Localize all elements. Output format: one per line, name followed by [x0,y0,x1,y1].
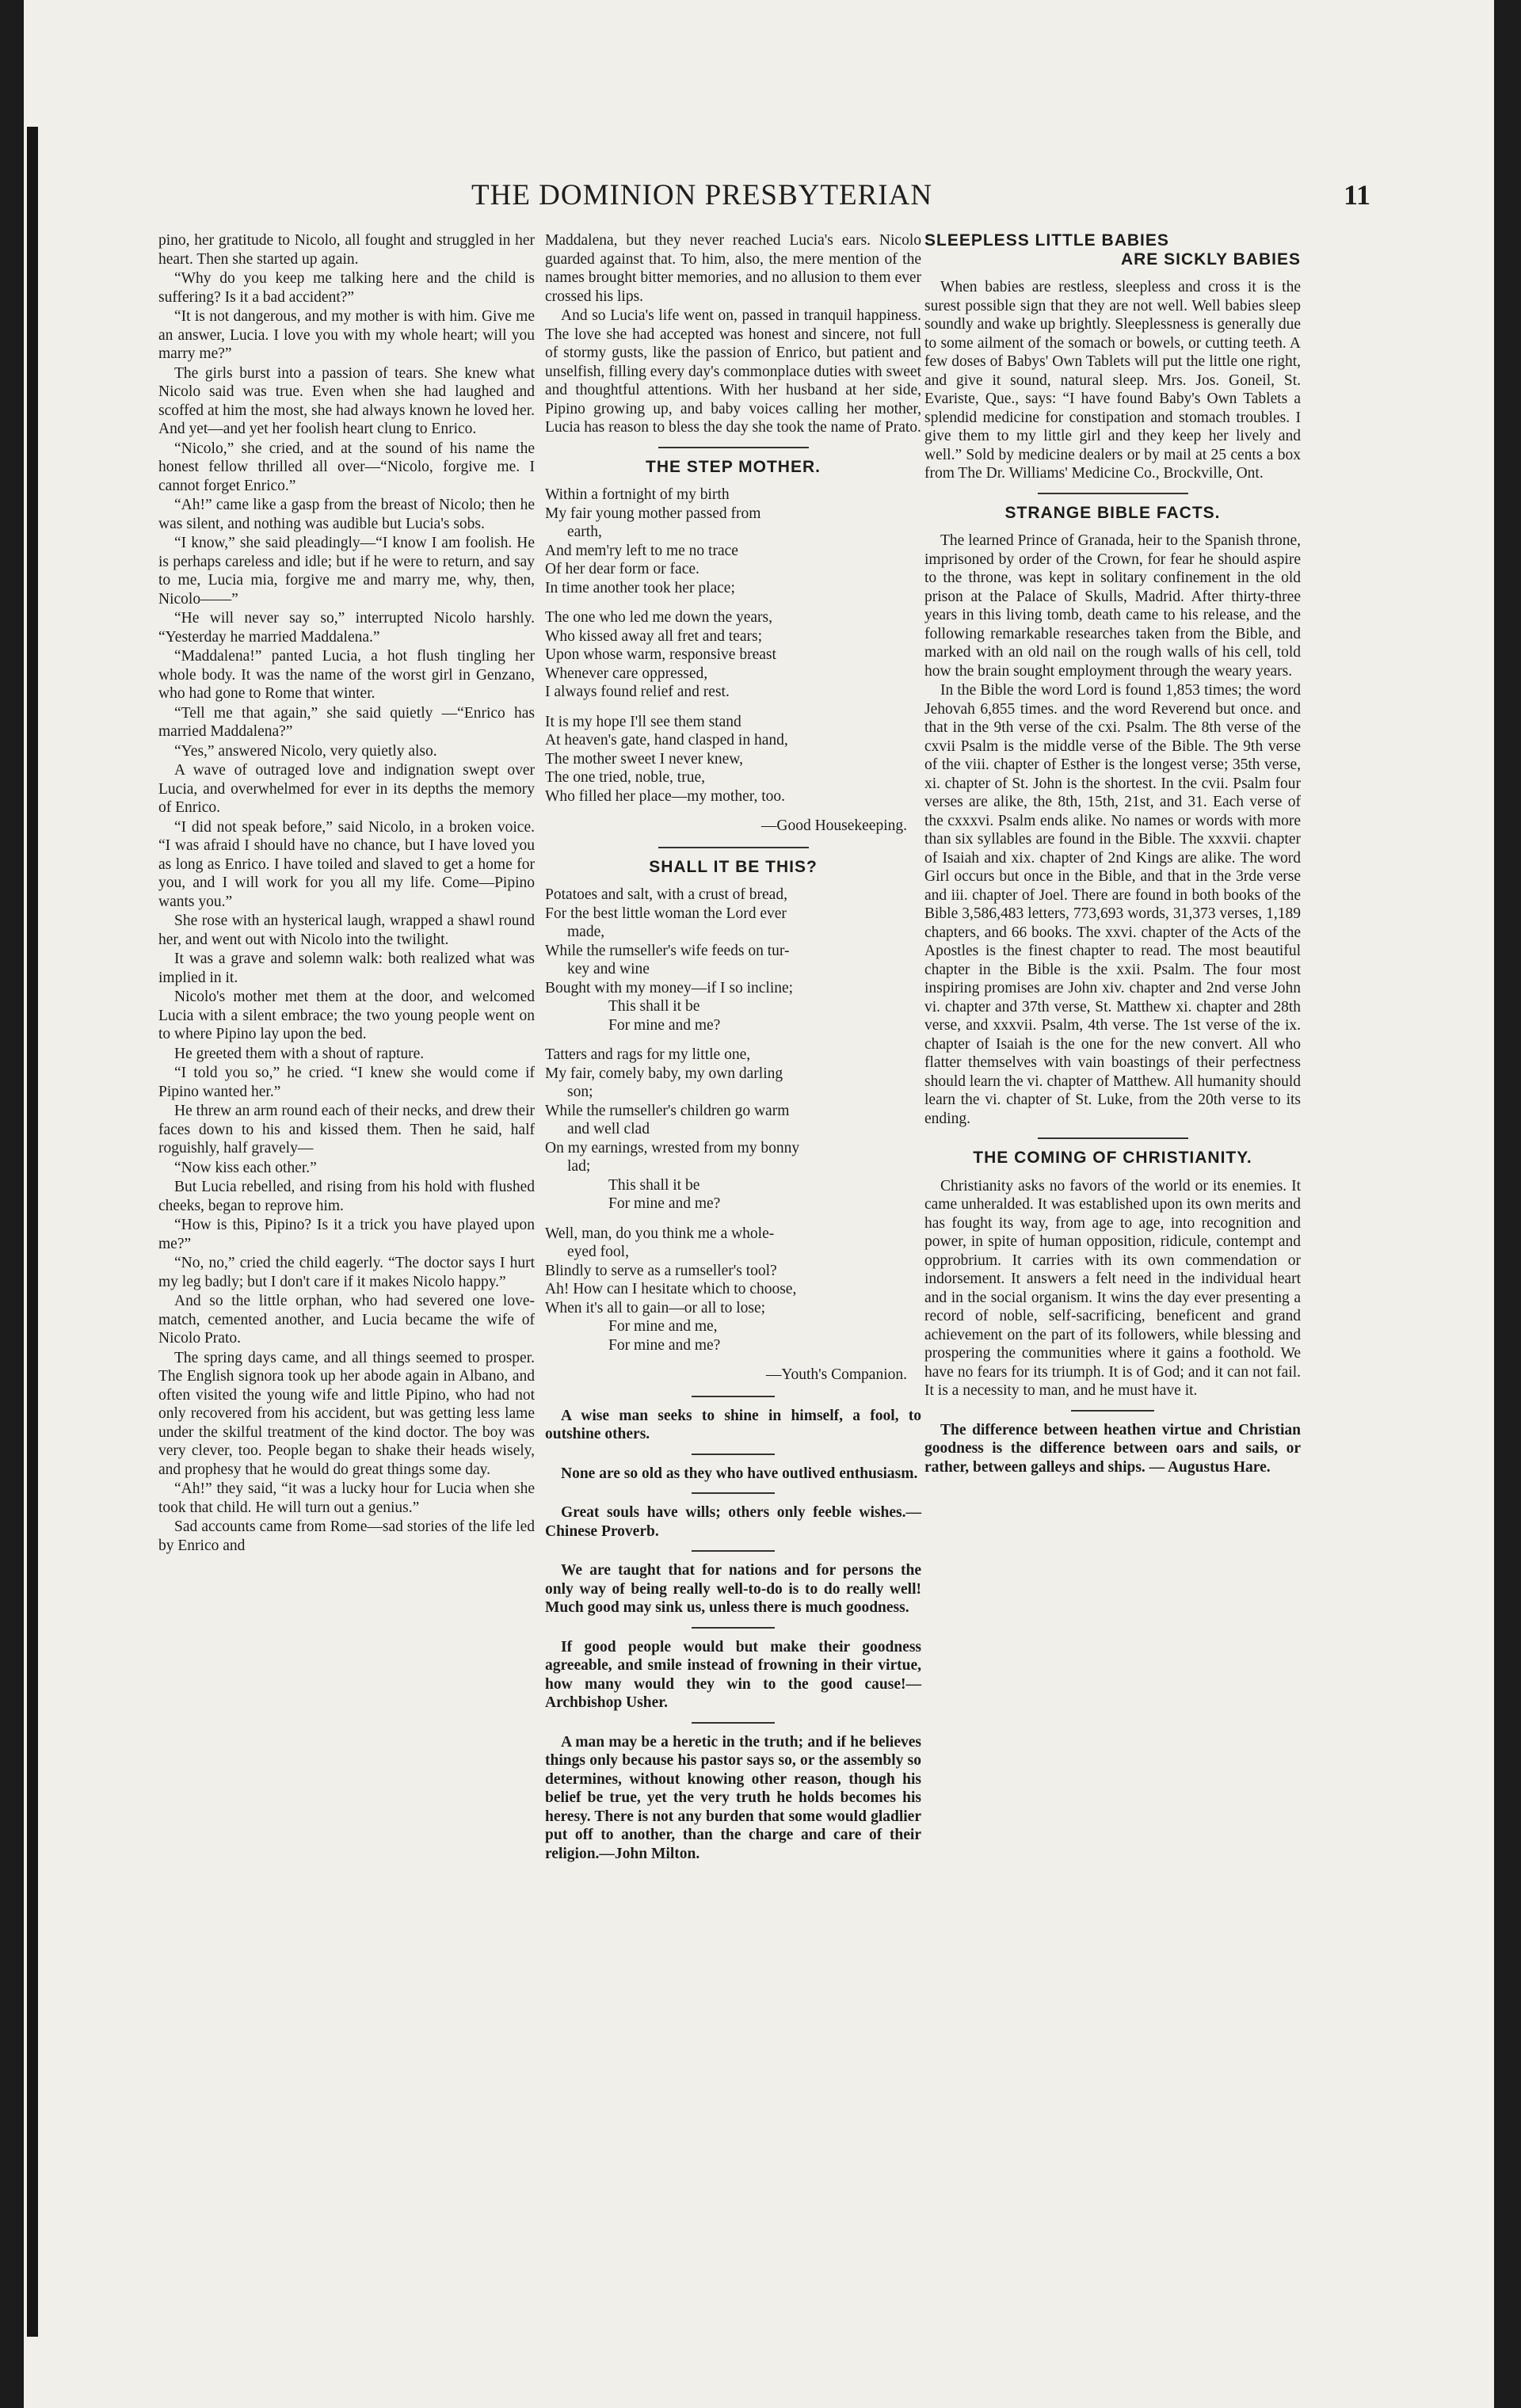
poem-line: I always found relief and rest. [545,684,730,700]
story-paragraph: “Tell me that again,” she said quietly —“Enrico has married Maddalena?” [158,704,535,740]
story-paragraph: “Maddalena!” panted Lucia, a hot flush tingling her whole body. It was the name of the worst girl in Genzano, who had gone to Rome that winter. [158,648,535,702]
story-paragraph: The girls burst into a passion of tears. She knew what Nicolo said was true. Even when she had laughed and scoffed at him the most, she had always known he loved her. And yet—and yet her foolish heart clung to Enrico. [158,364,535,437]
ad-heading [924,231,1301,269]
divider [692,1722,775,1724]
poem-line: For mine and me? [608,1195,721,1212]
poem-line: Potatoes and salt, with a crust of bread, [545,886,787,903]
bible-facts-heading: STRANGE BIBLE FACTS. [1004,503,1221,522]
closing-quote: The difference between heathen virtue and Christian goodness is the difference between oars and sails, or rather, between galleys and ships. — Augustus Hare. [924,1421,1301,1476]
poem-line: My fair young mother passed from [545,505,761,522]
poem-line: When it's all to gain—or all to lose; [545,1299,766,1316]
story-paragraph: “I did not speak before,” said Nicolo, in a broken voice. “I was afraid I should have no chance, but I have loved you as long as Enrico. I have toiled and slaved to get a home for you, and I will work for you all my life. Come—Pipino wants you.” [158,818,535,910]
page-number: 11 [1343,179,1370,211]
story-paragraph: She rose with an hysterical laugh, wrapped a shawl round her, and went out with Nicolo into the twilight. [158,913,535,948]
sayings-list [545,1407,921,1864]
poem-stanza [545,1225,921,1355]
saying: A wise man seeks to shine in himself, a fool, to outshine others. [545,1407,921,1442]
story-paragraph: It was a grave and solemn walk: both realized what was implied in it. [158,951,535,986]
poem-line: While the rumseller's children go warm [545,1102,790,1119]
poem-stanza [545,1046,921,1214]
story-paragraph: “Why do you keep me talking here and the child is suffering? Is it a bad accident?” [158,270,535,306]
bible-facts-paragraph: In the Bible the word Lord is found 1,853 times; the word Jehovah 6,855 times. and the word Reverend but once. and that in the 9th verse of the cxi. Psalm. The 8th verse of the cxvii Psalm is the middle verse of the Bible. The 9th verse of the viii. chapter of Esther is the longest verse; 35th verse, xi. chapter of St. John is the shortest. In the cvii. Psalm four verses are alike, the 8th, 15th, 21st, and 31. Each verse of the cxxxvi. Psalm ends alike. No names or words with more than six syllables are found in the Bible. The xxxvii. chapter of Isaiah and xix. chapter of 2nd Kings are alike. The word Girl occurs but once in the Bible, and that in the 3rde verse and iii. chapter of Joel. There are found in both books of the Bible 3,586,483 letters, 773,693 words, 31,373 verses, 1,189 chapters, and 66 books. The xxvi. chapter of the Acts of the Apostles is the finest chapter to read. The most beautiful chapter in the Bible is the xxii. Psalm. The four most inspiring promises are John xiv. chapter and 2nd verse John vi. chapter and 37th verse, St. Matthew xi. chapter and 28th verse, and xxxvii. Psalm, 4th verse. The 1st verse of the ix. chapter of Isaiah is the one for the new convert. All who flatter themselves with vain boastings of their perfectness should learn the vi. chapter of Matthew. All humanity should learn the vi. chapter of St. Luke, from the 20th verse to its ending. [924,682,1301,1127]
story-continuation: Maddalena, but they never reached Lucia's ears. Nicolo guarded against that. To him, also, the mere mention of the names brought bitter memories, and no allusion to them ever crossed his lips. [545,232,921,305]
poem-heading-shall-it-be: SHALL IT BE THIS? [649,857,818,876]
poem-line: Blindly to serve as a rumseller's tool? [545,1262,777,1279]
poem-heading-step-mother: THE STEP MOTHER. [646,457,821,476]
saying: If good people would but make their goodness agreeable, and smile instead of frowning in their virtue, how many would they win to the good cause!—Archbishop Usher. [545,1638,921,1711]
poem-stanza [545,713,921,806]
story-paragraph: A wave of outraged love and indignation swept over Lucia, and overwhelmed for ever in its depths the memory of Enrico. [158,762,535,816]
column-3 [924,231,1301,1477]
story-paragraph: “He will never say so,” interrupted Nicolo harshly. “Yesterday he married Maddalena.” [158,610,535,646]
poem-line: The one who led me down the years, [545,609,772,626]
poem-line: Bought with my money—if I so incline; [545,979,794,996]
divider [692,1396,775,1397]
divider [692,1492,775,1494]
bible-facts-paragraph: The learned Prince of Granada, heir to the Spanish throne, imprisoned by order of the Crown, for fear he should aspire to the throne, was kept in solitary confinement in the old prison at the Palace of Skulls, Madrid. After thirty-three years in this living tomb, death came to his release, and the following remarkable researches taken from the Bible, and marked with an old nail on the rough walls of his cell, told how the brain sought employment through the weary years. [924,532,1301,680]
story-paragraph: “Nicolo,” she cried, and at the sound of his name the honest fellow thrilled all over—“Nicolo, forgive me. I cannot forget Enrico.” [158,440,535,494]
divider [1071,1410,1154,1412]
poem-line: The one tried, noble, true, [545,769,705,786]
poem-line: Who kissed away all fret and tears; [545,627,762,645]
christianity-heading: THE COMING OF CHRISTIANITY. [973,1149,1252,1167]
story-paragraph: pino, her gratitude to Nicolo, all fought and struggled in her heart. Then she started up again. [158,232,535,268]
story-paragraph: He greeted them with a shout of rapture. [174,1045,425,1062]
story-paragraph: Sad accounts came from Rome—sad stories of the life led by Enrico and [158,1518,535,1554]
story-ending: And so Lucia's life went on, passed in tranquil happiness. The love she had accepted was honest and sincere, not full of stormy gusts, like the passion of Enrico, but patient and unselfish, filling every day's commonplace duties with sweet and thoughtful attentions. With her husband at her side, Pipino growing up, and baby voices calling her mother, Lucia has reason to bless the day she took the name of Prato. [545,307,921,436]
story-paragraph: “How is this, Pipino? Is it a trick you have played upon me?” [158,1217,535,1252]
ad-heading-line-1: SLEEPLESS LITTLE BABIES [924,231,1169,250]
poem-line: Whenever care oppressed, [545,665,708,682]
christianity-text: Christianity asks no favors of the world or its enemies. It came unheralded. It was established upon its own merits and has fought its way, from age to age, into recognition and power, in spite of human opposition, ridicule, contempt and opprobrium. It carries with its own commendation or indorsement. It answers a felt need in the individual heart and in the social organism. It wins the day ever presenting a record of noble, self-sacrificing, beneficent and grand achievement on the part of its followers, while blessing and prospering the communities where it gains a foothold. We have no fears for its triumph. It is of God; and it can not fail. It is a necessity to man, and he must have it. [924,1177,1301,1399]
saying: Great souls have wills; others only feeble wishes.—Chinese Proverb. [545,1504,921,1540]
poem-line: For mine and me? [608,1336,721,1354]
poem-line: Upon whose warm, responsive breast [545,646,776,663]
poem-line: Within a fortnight of my birth [545,486,730,503]
saying: We are taught that for nations and for persons the only way of being really well-to-do is to do really well! Much good may sink us, unless there is much goodness. [545,1562,921,1616]
poem-line: This shall it be [608,1176,700,1194]
poem-shall-it-be [545,886,921,1354]
divider [692,1454,775,1455]
poem-step-mother [545,486,921,806]
story-paragraph: “Ah!” came like a gasp from the breast of Nicolo; then he was silent, and nothing was audible but Lucia's sobs. [158,497,535,532]
poem-source: —Good Housekeeping. [760,817,907,834]
poem-line: For the best little woman the Lord ever [545,905,787,922]
story-paragraph: Nicolo's mother met them at the door, and welcomed Lucia with a silent embrace; the two young people went on to where Pipino lay upon the bed. [158,989,535,1042]
poem-stanza [545,608,921,702]
column-2 [545,231,921,1864]
story-paragraph: He threw an arm round each of their necks, and drew their faces down to his and kissed them. Then he said, half roguishly, half gravely— [158,1103,535,1156]
ad-heading-line-2: ARE SICKLY BABIES [1120,250,1301,269]
masthead [154,178,1378,226]
publication-title: THE DOMINION PRESBYTERIAN [471,179,933,211]
poem-line: lad; [567,1158,591,1175]
story-paragraph: “I told you so,” he cried. “I knew she would come if Pipino wanted her.” [158,1065,535,1100]
poem-line: earth, [567,524,602,540]
story-paragraph: “Yes,” answered Nicolo, very quietly also. [174,742,437,760]
story-paragraph: And so the little orphan, who had severed one love-match, cemented another, and Lucia became the wife of Nicolo Prato. [158,1293,535,1347]
poem-source: —Youth's Companion. [765,1366,907,1383]
poem-line: The mother sweet I never knew, [545,750,743,768]
poem-line: key and wine [567,961,650,977]
ad-text: When babies are restless, sleepless and cross it is the surest possible sign that they are not well. Well babies sleep soundly and wake up brightly. Sleeplessness is generally due to some ailment of the somach or bowels, or cutting teeth. A few doses of Babys' Own Tablets will put the little one right, and give it sound, natural sleep. Mrs. Jos. Goneil, St. Evariste, Que., says: “I have found Baby's Own Tablets a splendid medicine for constipation and stomach troubles. I give them to my little girl and they keep her lively and well.” Sold by medicine dealers or by mail at 25 cents a box from The Dr. Williams' Medicine Co., Brockville, Ont. [924,279,1301,482]
binding-edge [27,127,38,2337]
story-paragraph: “It is not dangerous, and my mother is with him. Give me an answer, Lucia. I love you with my whole heart; will you marry me?” [158,308,535,362]
poem-stanza [545,886,921,1034]
poem-line: and well clad [567,1121,650,1137]
divider [658,847,809,848]
poem-line: Who filled her place—my mother, too. [545,787,786,805]
story-paragraph: “Ah!” they said, “it was a lucky hour for Lucia when she took that child. He will turn out a genius.” [158,1480,535,1516]
poem-line: son; [567,1084,593,1100]
divider [658,447,809,448]
story-paragraph: But Lucia rebelled, and rising from his hold with flushed cheeks, began to reprove him. [158,1179,535,1214]
poem-line: My fair, comely baby, my own darling [545,1065,783,1082]
poem-line: And mem'ry left to me no trace [545,542,738,559]
saying: None are so old as they who have outlived enthusiasm. [561,1465,918,1482]
poem-line: made, [567,924,605,940]
poem-line: Ah! How can I hesitate which to choose, [545,1281,797,1297]
poem-line: In time another took her place; [545,579,735,596]
story-paragraph: “No, no,” cried the child eagerly. “The doctor says I hurt my leg badly; but I don't care if it makes Nicolo happy.” [158,1255,535,1290]
divider [692,1550,775,1552]
saying: A man may be a heretic in the truth; and if he believes things only because his pastor says so, or the assembly so determines, without knowing other reason, though his belief be true, yet the very truth he holds becomes his heresy. There is not any burden that some would gladlier put off to another, than the charge and care of their religion.—John Milton. [545,1733,921,1862]
divider [692,1627,775,1629]
poem-line: For mine and me, [608,1318,718,1335]
poem-line: While the rumseller's wife feeds on tur- [545,942,790,959]
poem-line: For mine and me? [608,1016,721,1034]
story-paragraph: “I know,” she said pleadingly—“I know I am foolish. He is perhaps careless and idle; but if he were to return, and say to me, Lucia mia, forgive me and marry me, why, then, Nicolo——” [158,535,535,608]
divider [1038,1137,1188,1139]
divider [1038,493,1188,494]
poem-line: Well, man, do you think me a whole- [545,1225,775,1242]
poem-line: It is my hope I'll see them stand [545,713,741,730]
poem-line: This shall it be [608,998,700,1015]
poem-line: On my earnings, wrested from my bonny [545,1139,800,1156]
poem-line: At heaven's gate, hand clasped in hand, [545,732,788,749]
poem-stanza [545,486,921,597]
story-paragraph: The spring days came, and all things seemed to prosper. The English signora took up her abode again in Albano, and often visited the young wife and little Pipino, who had not only recovered from his accident, but was getting less lame under the skilful treatment of the kind doctor. The boy was very clever, too. People began to shake their heads wisely, and prophesy that he would do great things some day. [158,1349,535,1478]
poem-line: Of her dear form or face. [545,561,700,577]
poem-line: Tatters and rags for my little one, [545,1046,751,1063]
poem-line: eyed fool, [567,1244,629,1260]
column-1 [158,231,535,1556]
story-paragraph: “Now kiss each other.” [174,1159,317,1176]
